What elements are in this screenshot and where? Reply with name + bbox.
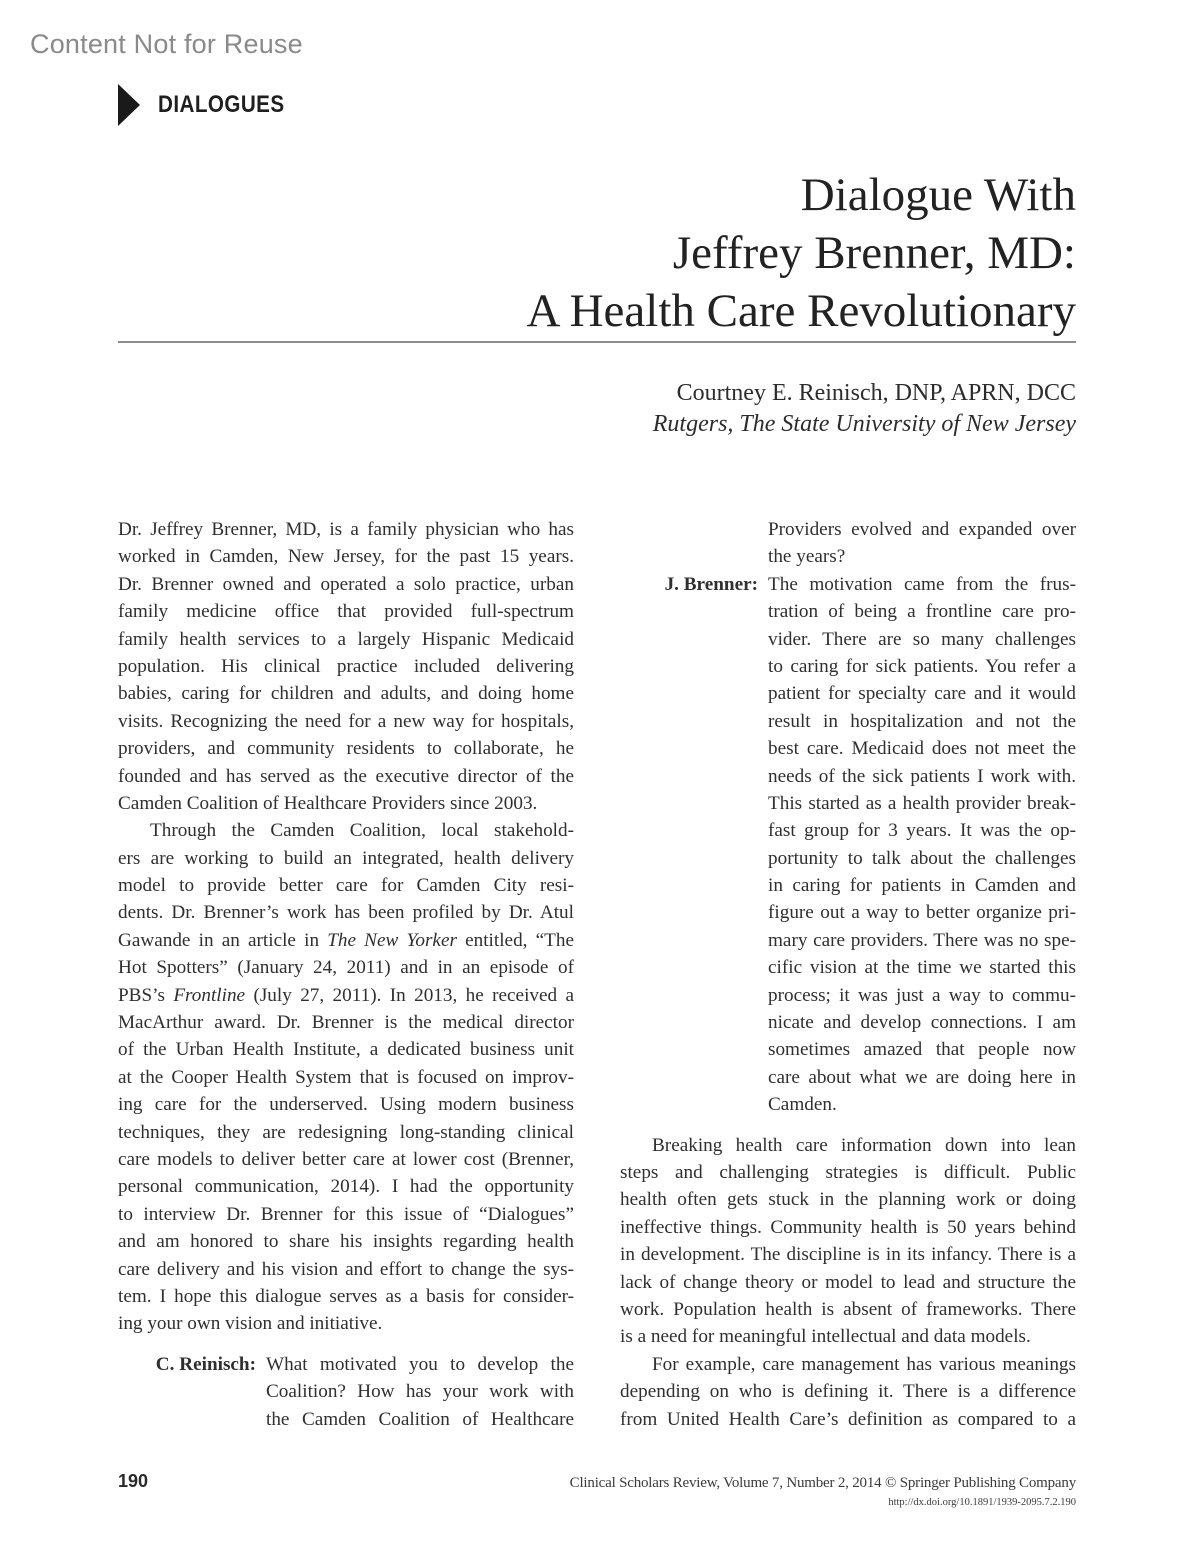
page-number: 190	[118, 1471, 149, 1491]
text-line: ing your own vision and initiative.	[118, 1313, 383, 1335]
title-divider	[118, 341, 1076, 343]
text-line: For example, care management has various meanings	[652, 1353, 1076, 1375]
text-line: lack of change theory or model to lead and structure the	[620, 1271, 1076, 1293]
text-line: portunity to talk about the challenges	[768, 847, 1076, 869]
text-line: Camden Coalition of Healthcare Providers since 2003.	[118, 792, 538, 814]
title-line: Jeffrey Brenner, MD:	[672, 227, 1076, 279]
text-line: of the Urban Health Institute, a dedicated business unit	[118, 1039, 574, 1061]
section-tag	[118, 84, 305, 126]
journal-citation: Clinical Scholars Review, Volume 7, Number 2, 2014 © Springer Publishing Company	[569, 1475, 1076, 1491]
text-line: Breaking health care information down into lean	[652, 1134, 1076, 1156]
author-name: Courtney E. Reinisch, DNP, APRN, DCC	[676, 380, 1076, 406]
text-line: visits. Recognizing the need for a new way for hospitals,	[118, 710, 574, 732]
body-paragraph-1	[620, 1132, 1076, 1351]
text-line: care about what we are doing here in	[768, 1066, 1076, 1088]
text-line: to caring for sick patients. You refer a	[768, 655, 1076, 677]
text-line: model to provide better care for Camden City resi-	[118, 875, 574, 897]
text-line: steps and challenging strategies is difficult. Public	[620, 1161, 1076, 1183]
text-line: needs of the sick patients I work with.	[768, 765, 1076, 787]
text-line: sometimes amazed that people now	[768, 1039, 1076, 1061]
left-column	[118, 516, 574, 1433]
triangle-right-icon	[118, 84, 140, 126]
text-line: ers are working to build an integrated, health delivery	[118, 847, 574, 869]
text-line: nicate and develop connections. I am	[768, 1012, 1076, 1034]
text-line: is a need for meaningful intellectual and data models.	[620, 1326, 1031, 1348]
text-line: providers, and community residents to collaborate, he	[118, 738, 574, 760]
text-run: entitled, “The	[456, 929, 574, 951]
text-line: care delivery and his vision and effort to change the sys-	[118, 1258, 574, 1280]
text-line	[118, 927, 574, 954]
text-line: figure out a way to better organize pri-	[768, 902, 1076, 924]
text-line: population. His clinical practice included delivering	[118, 655, 574, 677]
text-line: Dr. Jeffrey Brenner, MD, is a family physician who has	[118, 519, 574, 540]
publication-title: Frontline	[173, 984, 246, 1006]
title-line: A Health Care Revolutionary	[526, 285, 1076, 337]
text-line: at the Cooper Health System that is focused on improv-	[118, 1066, 574, 1088]
text-line: founded and has served as the executive director of the	[118, 765, 574, 787]
text-line: best care. Medicaid does not meet the	[768, 738, 1076, 760]
answer-block	[620, 571, 1076, 1119]
text-line: ing care for the underserved. Using modern business	[118, 1094, 574, 1116]
question-text	[266, 1351, 574, 1433]
text-line: patient for specialty care and it would	[768, 683, 1076, 705]
text-line: The motivation came from the frus-	[768, 573, 1076, 595]
text-line: work. Population health is absent of frameworks. There	[620, 1298, 1076, 1320]
text-run: PBS’s	[118, 984, 174, 1006]
text-line: Through the Camden Coalition, local stakehold-	[150, 820, 574, 842]
text-line: health often gets stuck in the planning work or doing	[620, 1189, 1076, 1211]
text-line: family medicine office that provided full-spectrum	[118, 601, 574, 623]
question-block	[118, 1351, 574, 1433]
text-line: the Camden Coalition of Healthcare	[266, 1408, 574, 1430]
text-line: worked in Camden, New Jersey, for the past 15 years.	[118, 546, 574, 568]
text-line: personal communication, 2014). I had the opportunity	[118, 1176, 574, 1198]
text-line: in development. The discipline is in its infancy. There is a	[620, 1244, 1076, 1266]
speaker-label: J. Brenner:	[664, 573, 758, 595]
text-line: Camden.	[768, 1094, 837, 1116]
text-line: the years?	[768, 546, 846, 568]
text-line: This started as a health provider break-	[768, 792, 1076, 814]
text-line: process; it was just a way to commu-	[768, 984, 1076, 1006]
text-line: tem. I hope this dialogue serves as a basis for consider-	[118, 1285, 574, 1307]
author-affiliation: Rutgers, The State University of New Jersey	[652, 411, 1076, 437]
text-line: result in hospitalization and not the	[768, 710, 1076, 732]
text-run: (July 27, 2011). In 2013, he received a	[245, 984, 574, 1006]
text-line: mary care providers. There was no spe-	[768, 929, 1076, 951]
speaker-label: C. Reinisch:	[155, 1353, 256, 1375]
text-line: family health services to a largely Hispanic Medicaid	[118, 628, 574, 650]
text-run: Gawande in an article in	[118, 929, 328, 951]
text-line: babies, caring for children and adults, and doing home	[118, 683, 574, 705]
text-line: and am honored to share his insights regarding health	[118, 1231, 574, 1253]
watermark: Content Not for Reuse	[30, 29, 303, 59]
text-line: fast group for 3 years. It was the op-	[768, 820, 1076, 842]
text-line: from United Health Care’s definition as compared to a	[620, 1408, 1076, 1430]
right-column	[620, 516, 1076, 1433]
text-line: ineffective things. Community health is 50 years behind	[620, 1216, 1076, 1238]
text-line: to interview Dr. Brenner for this issue of “Dialogues”	[118, 1203, 574, 1225]
question-continuation	[620, 516, 1076, 571]
text-line: techniques, they are redesigning long-standing clinical	[118, 1121, 574, 1143]
intro-paragraph-1	[118, 516, 574, 817]
text-line: dents. Dr. Brenner’s work has been profiled by Dr. Atul	[118, 902, 574, 924]
text-line: in caring for patients in Camden and	[768, 875, 1076, 897]
text-line: What motivated you to develop the	[266, 1353, 574, 1375]
text-line: Hot Spotters” (January 24, 2011) and in an episode of	[118, 957, 574, 979]
section-label: DIALOGUES	[158, 91, 285, 118]
text-line: care models to deliver better care at lower cost (Brenner,	[118, 1148, 574, 1170]
publication-title: The New Yorker	[327, 929, 457, 951]
text-line: Dr. Brenner owned and operated a solo practice, urban	[118, 573, 574, 595]
text-line	[118, 982, 574, 1009]
body-paragraph-2	[620, 1351, 1076, 1433]
title-line: Dialogue With	[800, 169, 1076, 221]
text-line: MacArthur award. Dr. Brenner is the medical director	[118, 1012, 574, 1034]
author-block	[653, 378, 1076, 440]
doi-link[interactable]: http://dx.doi.org/10.1891/1939-2095.7.2.190	[888, 1497, 1076, 1508]
intro-paragraph-2	[118, 817, 574, 1337]
text-line: cific vision at the time we started this	[768, 957, 1076, 979]
answer-text	[768, 571, 1076, 1119]
text-line: Providers evolved and expanded over	[768, 519, 1076, 540]
text-line: Coalition? How has your work with	[266, 1381, 574, 1403]
text-line: vider. There are so many challenges	[768, 628, 1076, 650]
text-line: depending on who is defining it. There is a difference	[620, 1381, 1076, 1403]
article-title	[527, 166, 1077, 340]
text-line: tration of being a frontline care pro-	[768, 601, 1076, 623]
